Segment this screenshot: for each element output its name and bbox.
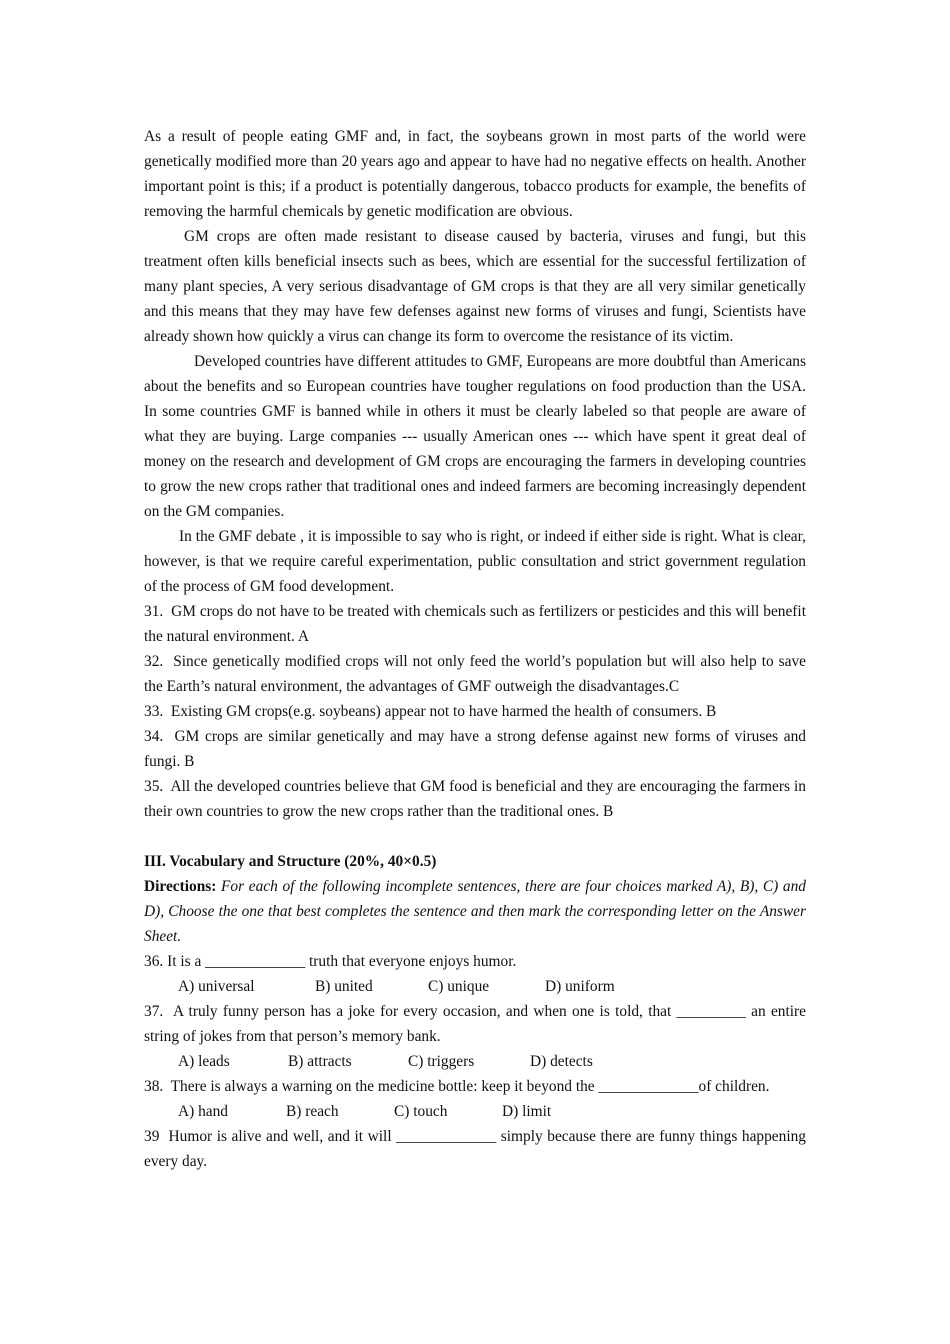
option-b: B) attracts [288, 1053, 352, 1070]
option-b: B) reach [286, 1103, 339, 1120]
statement-34: 34. GM crops are similar genetically and may have a strong defense against new forms of viruses and fungi. B [144, 728, 806, 770]
option-d: D) detects [530, 1053, 593, 1070]
option-d: D) limit [502, 1103, 552, 1120]
question-38-options [144, 1099, 806, 1124]
question-36-options [144, 974, 806, 999]
question-37-stem: 37. A truly funny person has a joke for every occasion, and when one is told, that _________ an entire string of jokes from that person’s memory bank. [144, 1003, 806, 1045]
section-heading: III. Vocabulary and Structure (20%, 40×0.5) [144, 853, 437, 870]
question-38-stem: 38. There is always a warning on the medicine bottle: keep it beyond the _____________of children. [144, 1078, 770, 1095]
option-a: A) hand [178, 1103, 229, 1120]
question-36-stem: 36. It is a _____________ truth that everyone enjoys humor. [144, 953, 517, 970]
option-b: B) united [315, 978, 373, 995]
option-a: A) universal [178, 978, 255, 995]
passage-paragraph-4: In the GMF debate , it is impossible to say who is right, or indeed if either side is right. What is clear, however, is that we require careful experimentation, public consultation and strict government regulation of the process of GM food development. [144, 528, 806, 595]
statement-35: 35. All the developed countries believe that GM food is beneficial and they are encouraging the farmers in their own countries to grow the new crops rather than the traditional ones. B [144, 778, 806, 820]
option-d: D) uniform [545, 978, 615, 995]
passage-paragraph-1: As a result of people eating GMF and, in fact, the soybeans grown in most parts of the world were genetically modified more than 20 years ago and appear to have had no negative effects on health. Another important point is this; if a product is potentially dangerous, tobacco products for example, the benefits of removing the harmful chemicals by genetic modification are obvious. [144, 128, 806, 220]
statement-31: 31. GM crops do not have to be treated with chemicals such as fertilizers or pesticides and this will benefit the natural environment. A [144, 603, 806, 645]
directions [144, 874, 806, 949]
document-page [144, 124, 806, 1174]
option-c: C) touch [394, 1103, 448, 1120]
option-c: C) triggers [408, 1053, 475, 1070]
directions-text: For each of the following incomplete sentences, there are four choices marked A), B), C) and D), Choose the one that best completes the sentence and then mark the corresponding letter on the Answer Sheet. [144, 878, 806, 945]
question-39-stem: 39 Humor is alive and well, and it will _____________ simply because there are funny things happening every day. [144, 1128, 806, 1170]
section-spacer [144, 824, 806, 849]
statement-32: 32. Since genetically modified crops will not only feed the world’s population but will also help to save the Earth’s natural environment, the advantages of GMF outweigh the disadvantages.C [144, 653, 806, 695]
statement-33: 33. Existing GM crops(e.g. soybeans) appear not to have harmed the health of consumers. B [144, 703, 717, 720]
question-37-options [144, 1049, 806, 1074]
passage-paragraph-2: GM crops are often made resistant to disease caused by bacteria, viruses and fungi, but this treatment often kills beneficial insects such as bees, which are essential for the successful fertilization of many plant species, A very serious disadvantage of GM crops is that they are all very similar genetically and this means that they may have few defenses against new forms of viruses and fungi, Scientists have already shown how quickly a virus can change its form to overcome the resistance of its victim. [144, 228, 806, 345]
directions-label: Directions: [144, 878, 217, 895]
passage-paragraph-3: Developed countries have different attitudes to GMF, Europeans are more doubtful than Americans about the benefits and so European countries have tougher regulations on food production than the USA. In some countries GMF is banned while in others it must be clearly labeled so that people are aware of what they are buying. Large companies --- usually American ones --- which have spent it great deal of money on the research and development of GM crops are encouraging the farmers in developing countries to grow the new crops rather that traditional ones and indeed farmers are becoming increasingly dependent on the GM companies. [144, 353, 806, 520]
option-c: C) unique [428, 978, 490, 995]
option-a: A) leads [178, 1053, 230, 1070]
